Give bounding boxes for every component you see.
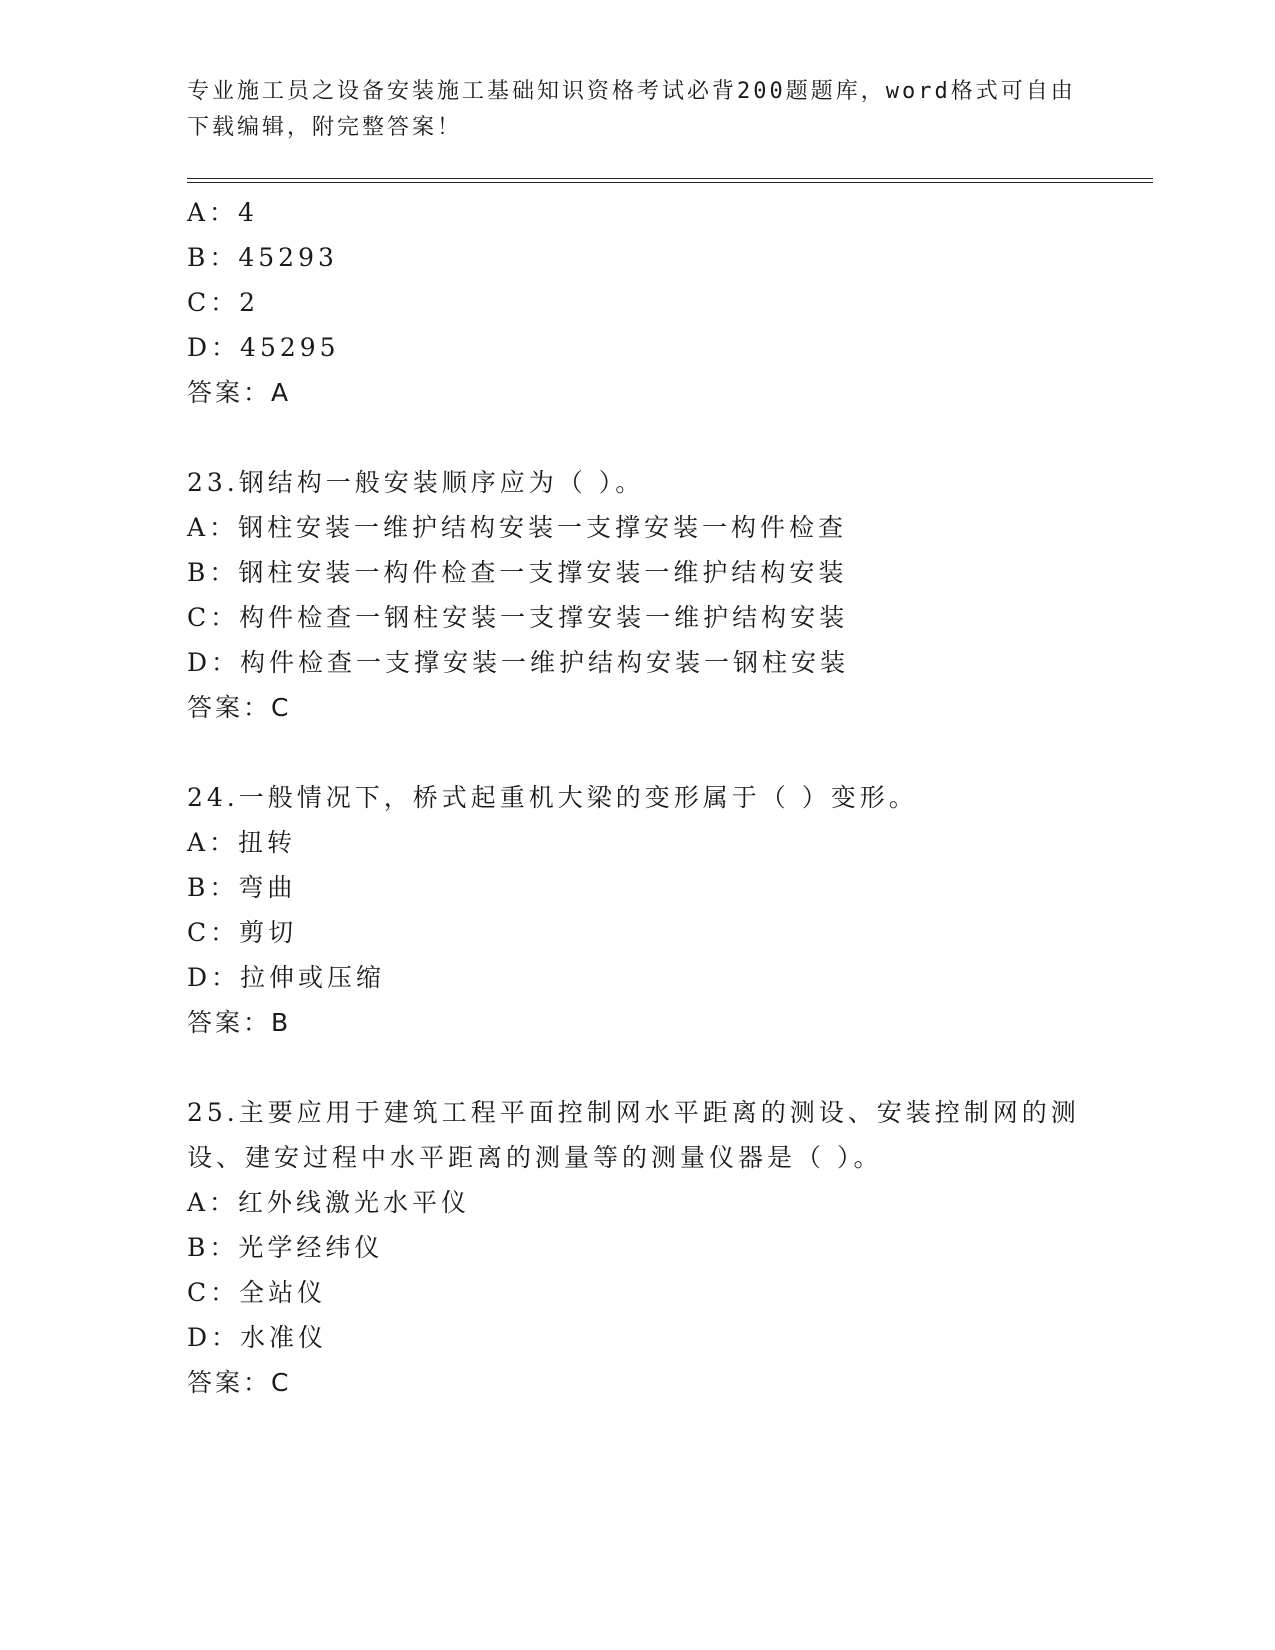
q22-option-c: C：2	[187, 288, 260, 317]
question-24	[187, 775, 1087, 1045]
question-23	[187, 460, 1087, 730]
q24-option-d: D：拉伸或压缩	[187, 963, 386, 992]
document-header	[187, 74, 1087, 146]
q25-option-b: B：光学经纬仪	[187, 1233, 384, 1262]
spacer	[187, 730, 1087, 775]
q24-stem: 24.一般情况下，桥式起重机大梁的变形属于（ ）变形。	[187, 783, 918, 812]
q25-option-a: A：红外线激光水平仪	[187, 1188, 471, 1217]
q24-answer: 答案：B	[187, 1008, 292, 1037]
q23-answer: 答案：C	[187, 693, 292, 722]
q23-option-a: A：钢柱安装一维护结构安装一支撑安装一构件检查	[187, 513, 848, 542]
q22-option-a: A：4	[187, 198, 258, 227]
spacer	[187, 1045, 1087, 1090]
q23-option-b: B：钢柱安装一构件检查一支撑安装一维护结构安装	[187, 558, 848, 587]
q22-option-d: D：45295	[187, 333, 340, 362]
q24-option-b: B：弯曲	[187, 873, 297, 902]
q25-answer: 答案：C	[187, 1368, 292, 1397]
q23-option-d: D：构件检查一支撑安装一维护结构安装一钢柱安装	[187, 648, 850, 677]
q24-option-a: A：扭转	[187, 828, 297, 857]
q23-stem: 23.钢结构一般安装顺序应为（ ）。	[187, 468, 645, 497]
question-22	[187, 190, 1087, 415]
q22-option-b: B：45293	[187, 243, 338, 272]
q25-stem-line-1: 25.主要应用于建筑工程平面控制网水平距离的测设、安装控制网的测	[187, 1098, 1080, 1127]
q25-stem-line-2: 设、建安过程中水平距离的测量等的测量仪器是（ ）。	[187, 1143, 883, 1172]
header-rule-top	[187, 178, 1153, 179]
q25-option-c: C：全站仪	[187, 1278, 327, 1307]
q22-answer: 答案：A	[187, 378, 292, 407]
question-content	[187, 190, 1087, 1405]
header-rule-bottom	[187, 182, 1153, 183]
spacer	[187, 415, 1087, 460]
q23-option-c: C：构件检查一钢柱安装一支撑安装一维护结构安装	[187, 603, 849, 632]
header-line-2: 下载编辑，附完整答案！	[187, 115, 463, 140]
q25-option-d: D：水准仪	[187, 1323, 328, 1352]
question-25	[187, 1090, 1087, 1405]
header-line-1: 专业施工员之设备安装施工基础知识资格考试必背200题题库，word格式可自由	[187, 79, 1076, 104]
q24-option-c: C：剪切	[187, 918, 298, 947]
